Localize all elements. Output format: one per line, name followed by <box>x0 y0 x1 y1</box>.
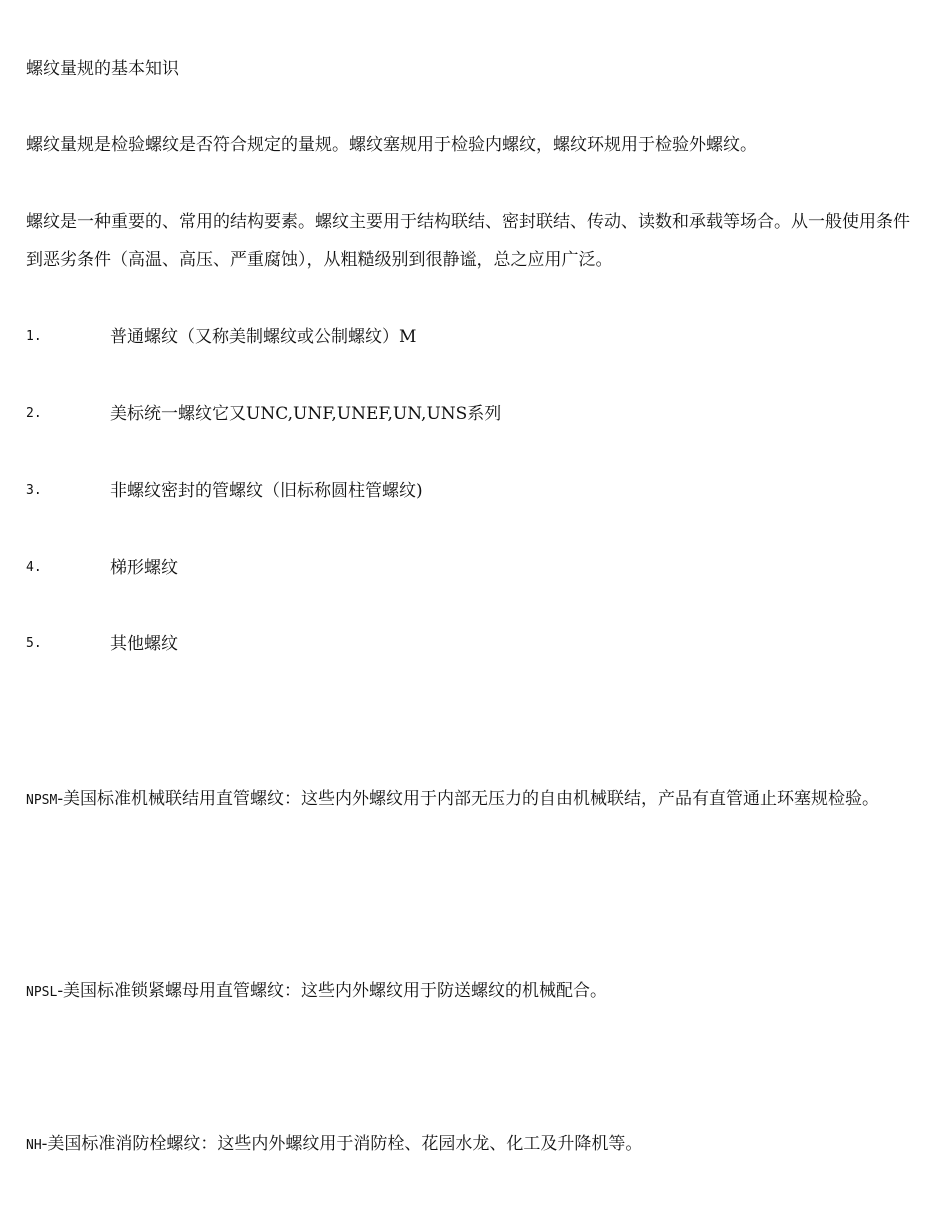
list-item <box>26 472 926 510</box>
list-text: 非螺纹密封的管螺纹（旧标称圆柱管螺纹) <box>110 481 423 501</box>
list-number: 4. <box>26 560 42 575</box>
intro-paragraph: 螺纹量规是检验螺纹是否符合规定的量规。螺纹塞规用于检验内螺纹，螺纹环规用于检验外螺纹。 <box>26 135 757 155</box>
nh-paragraph <box>26 1125 926 1165</box>
list-number: 3. <box>26 483 42 498</box>
description-paragraph: 螺纹是一种重要的、常用的结构要素。螺纹主要用于结构联结、密封联结、传动、读数和承载等场合。从一般使用条件到恶劣条件（高温、高压、严重腐蚀），从粗糙级别到很静谧，总之应用广泛。 <box>26 212 910 270</box>
npsl-text: -美国标准锁紧螺母用直管螺纹：这些内外螺纹用于防送螺纹的机械配合。 <box>57 981 608 1001</box>
list-number: 1. <box>26 329 42 344</box>
npsm-paragraph <box>26 780 926 820</box>
npsm-text: -美国标准机械联结用直管螺纹：这些内外螺纹用于内部无压力的自由机械联结，产品有直管通止环塞规检验。 <box>57 789 880 809</box>
list-text: 美标统一螺纹它又UNC,UNF,UNEF,UN,UNS系列 <box>110 404 502 424</box>
list-item <box>26 395 926 433</box>
list-number: 5. <box>26 636 42 651</box>
npsl-code: NPSL <box>26 985 58 1000</box>
list-item <box>26 318 926 356</box>
list-text: 普通螺纹（又称美制螺纹或公制螺纹）M <box>110 327 417 347</box>
list-text: 梯形螺纹 <box>110 558 178 578</box>
list-item <box>26 625 926 663</box>
document-title: 螺纹量规的基本知识 <box>26 59 179 79</box>
list-number: 2. <box>26 406 42 421</box>
nh-text: -美国标准消防栓螺纹：这些内外螺纹用于消防栓、花园水龙、化工及升降机等。 <box>41 1134 643 1154</box>
nh-code: NH <box>26 1138 42 1153</box>
npsm-code: NPSM <box>26 793 58 808</box>
list-text: 其他螺纹 <box>110 634 178 654</box>
npsl-paragraph <box>26 972 926 1012</box>
list-item <box>26 549 926 587</box>
